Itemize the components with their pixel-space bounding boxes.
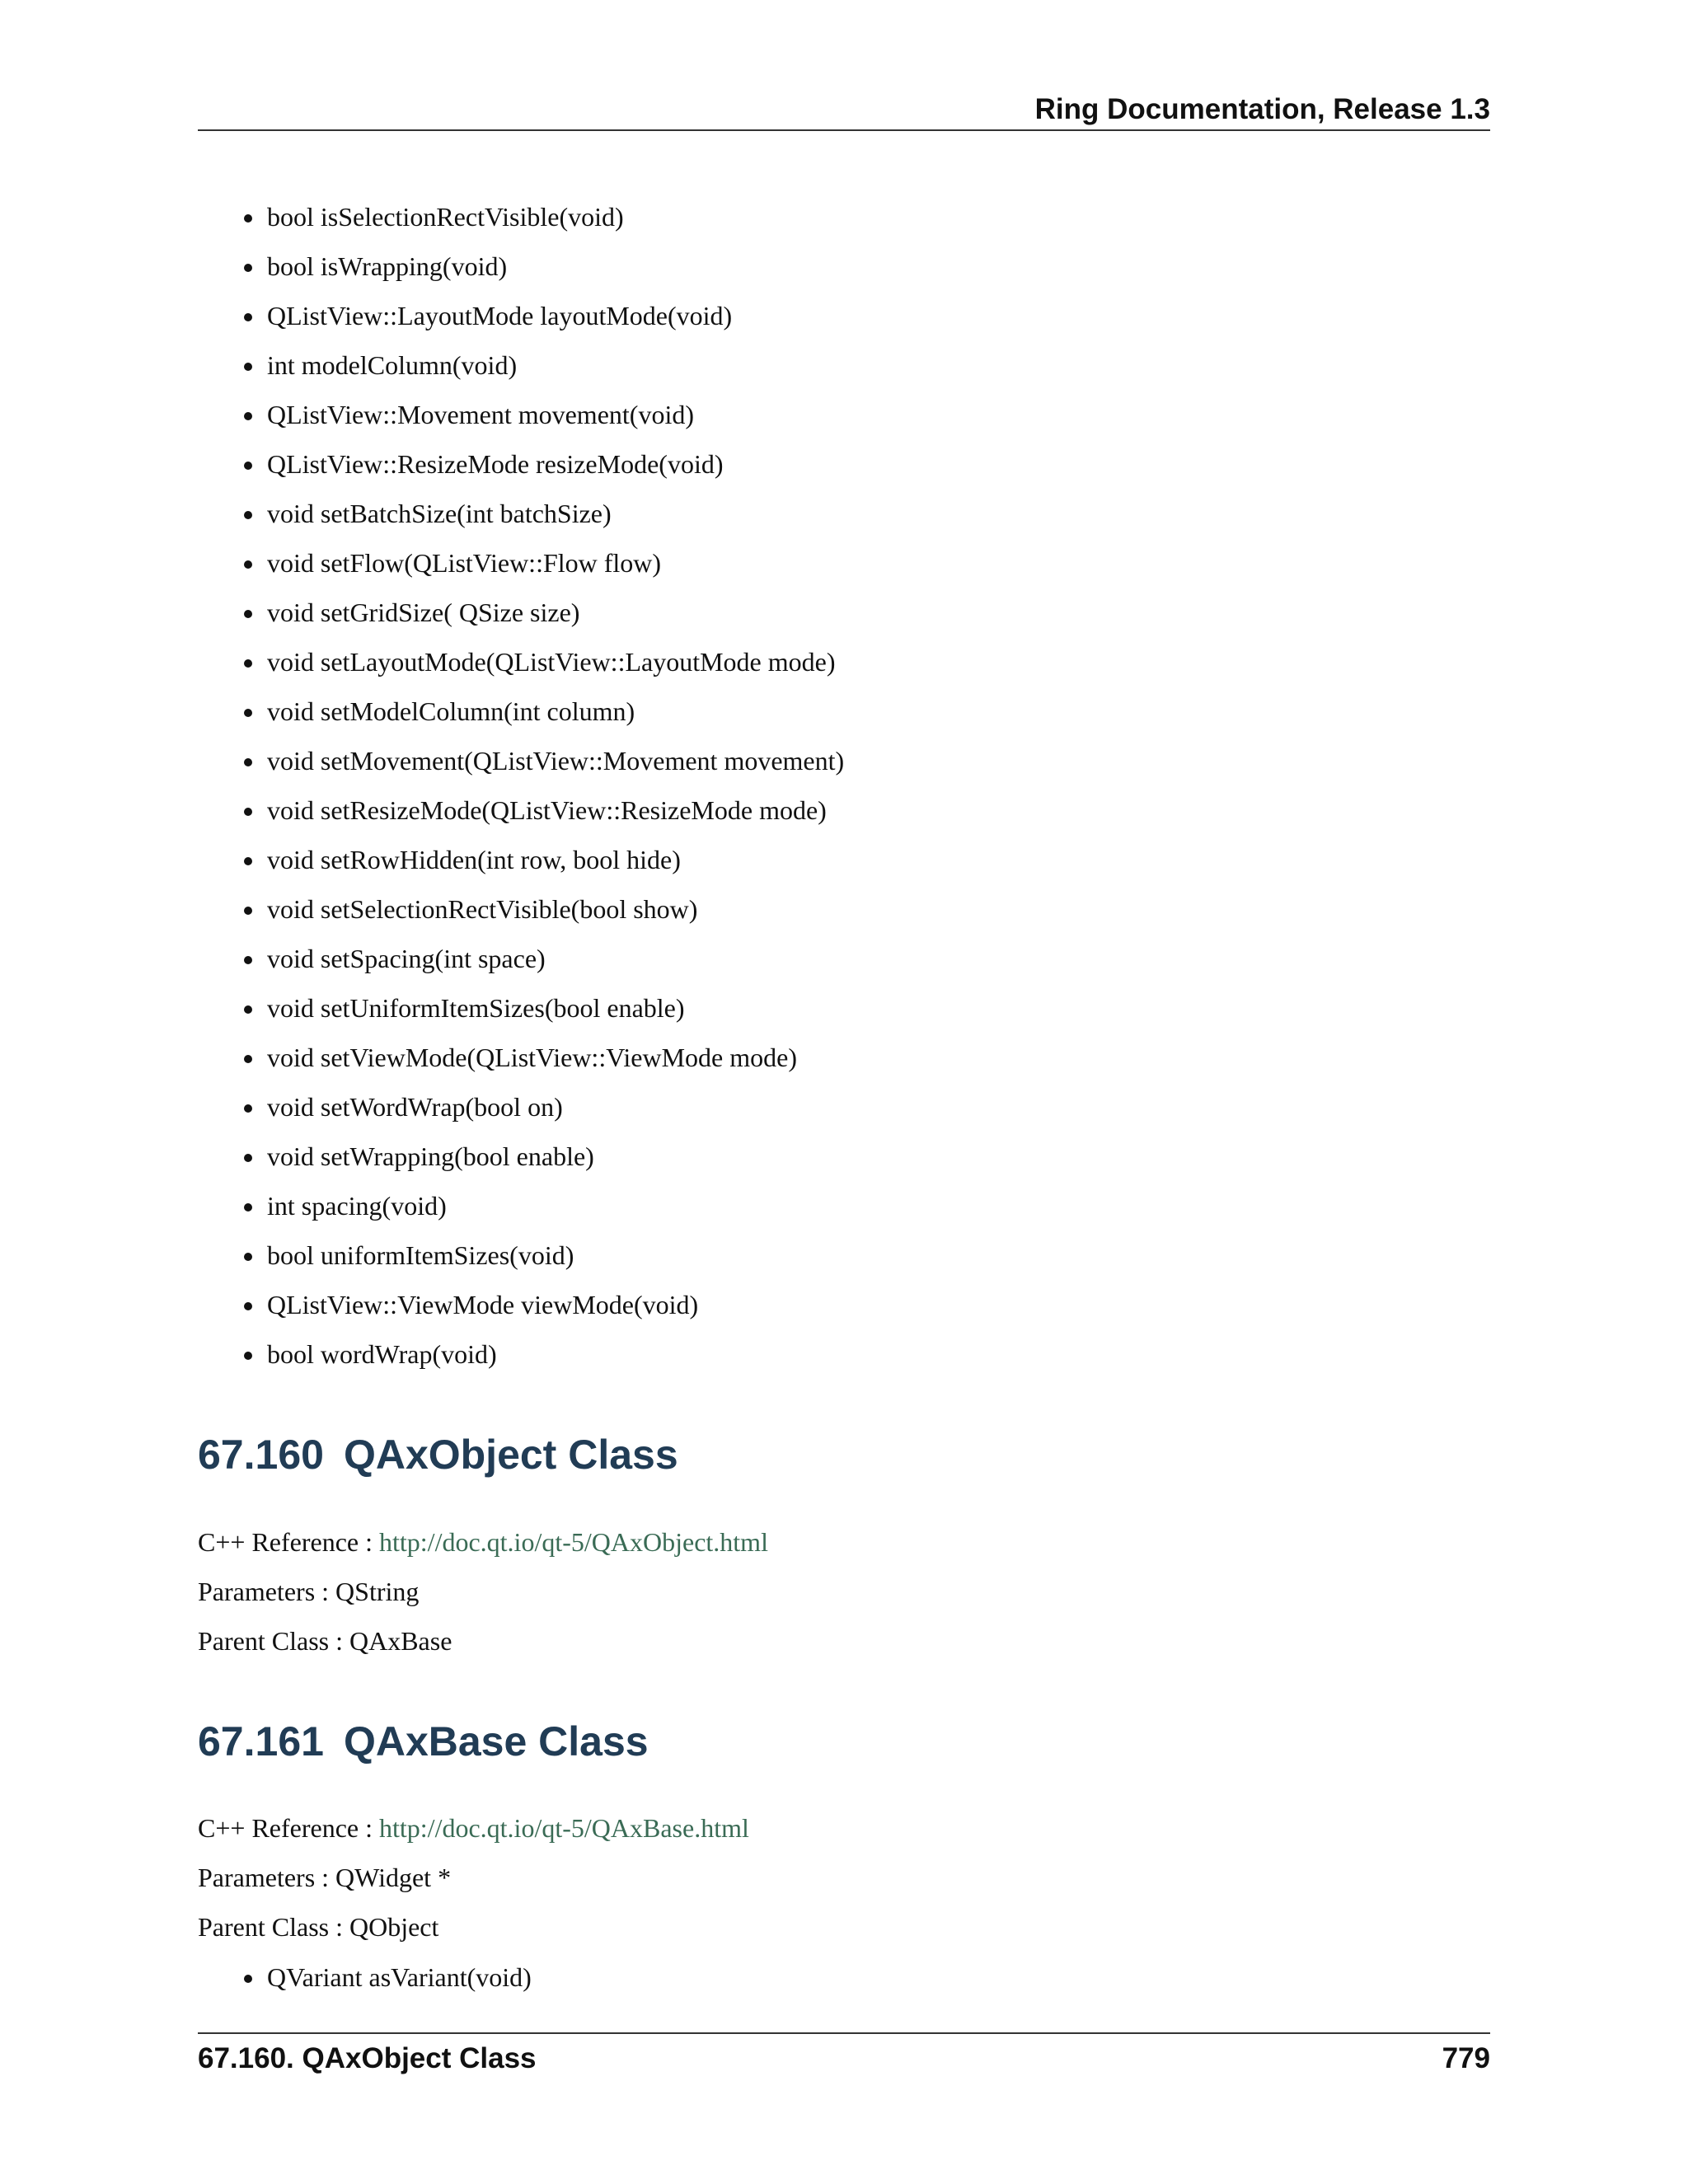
parameters-line: Parameters : QWidget * [198,1863,452,1892]
bullet-icon [244,214,252,223]
bullet-icon [244,907,252,915]
list-item: void setRowHidden(int row, bool hide) [198,835,844,884]
bullet-icon [244,1203,252,1212]
bullet-icon [244,956,252,964]
parent-class-line: Parent Class : QObject [198,1912,439,1942]
bullet-icon [244,1253,252,1261]
list-item: int modelColumn(void) [198,340,844,390]
bullet-icon [244,1975,252,1983]
list-item: QListView::ViewMode viewMode(void) [198,1280,844,1329]
list-item: void setSpacing(int space) [198,934,844,983]
bullet-icon [244,560,252,569]
list-item: void setViewMode(QListView::ViewMode mode) [198,1033,844,1082]
list-item: QListView::LayoutMode layoutMode(void) [198,291,844,340]
footer-rule [198,2032,1490,2034]
parent-class-line: Parent Class : QAxBase [198,1626,452,1656]
list-item: void setUniformItemSizes(bool enable) [198,983,844,1033]
bullet-icon [244,1302,252,1310]
bullet-icon [244,610,252,618]
list-item: bool uniformItemSizes(void) [198,1230,844,1280]
bullet-icon [244,659,252,668]
list-item: void setGridSize( QSize size) [198,588,844,637]
list-item: void setFlow(QListView::Flow flow) [198,538,844,588]
bullet-icon [244,412,252,420]
bullet-icon [244,363,252,371]
section-heading-qaxobject [198,1431,678,1479]
running-header: Ring Documentation, Release 1.3 [1034,93,1490,125]
section-number: 67.160 [198,1432,324,1478]
reference-label: C++ Reference : [198,1527,379,1557]
list-item: QVariant asVariant(void) [198,1952,532,2002]
bullet-icon [244,511,252,519]
bullet-icon [244,1352,252,1360]
list-item: void setMovement(QListView::Movement movement) [198,736,844,785]
section-heading-qaxbase [198,1718,649,1765]
list-item: bool wordWrap(void) [198,1329,844,1379]
cpp-reference-line [198,1803,749,1853]
bullet-icon [244,758,252,766]
cpp-reference-line [198,1517,768,1567]
list-item: void setResizeMode(QListView::ResizeMode mode) [198,785,844,835]
list-item: void setSelectionRectVisible(bool show) [198,884,844,934]
bullet-icon [244,808,252,816]
bullet-icon [244,857,252,865]
reference-link[interactable]: http://doc.qt.io/qt-5/QAxObject.html [379,1527,768,1557]
list-item: void setWrapping(bool enable) [198,1132,844,1181]
header-rule [198,129,1490,131]
list-item: int spacing(void) [198,1181,844,1230]
bullet-icon [244,1104,252,1113]
bullet-icon [244,709,252,717]
method-list-qaxbase [198,1952,532,2002]
method-list-qlistview [198,192,844,1379]
bullet-icon [244,264,252,272]
list-item: void setWordWrap(bool on) [198,1082,844,1132]
list-item: QListView::ResizeMode resizeMode(void) [198,439,844,489]
list-item: bool isWrapping(void) [198,241,844,291]
bullet-icon [244,313,252,321]
bullet-icon [244,1154,252,1162]
parameters-line: Parameters : QString [198,1577,420,1606]
section-number: 67.161 [198,1718,324,1765]
reference-label: C++ Reference : [198,1813,379,1843]
page-number: 779 [1442,2042,1490,2074]
list-item: void setModelColumn(int column) [198,687,844,736]
bullet-icon [244,462,252,470]
list-item: void setBatchSize(int batchSize) [198,489,844,538]
section-title: QAxBase Class [343,1718,649,1765]
bullet-icon [244,1005,252,1014]
reference-link[interactable]: http://doc.qt.io/qt-5/QAxBase.html [379,1813,749,1843]
bullet-icon [244,1055,252,1063]
footer-section-title: 67.160. QAxObject Class [198,2042,537,2074]
list-item: void setLayoutMode(QListView::LayoutMode mode) [198,637,844,687]
list-item: bool isSelectionRectVisible(void) [198,192,844,241]
section-title: QAxObject Class [343,1432,678,1478]
list-item: QListView::Movement movement(void) [198,390,844,439]
